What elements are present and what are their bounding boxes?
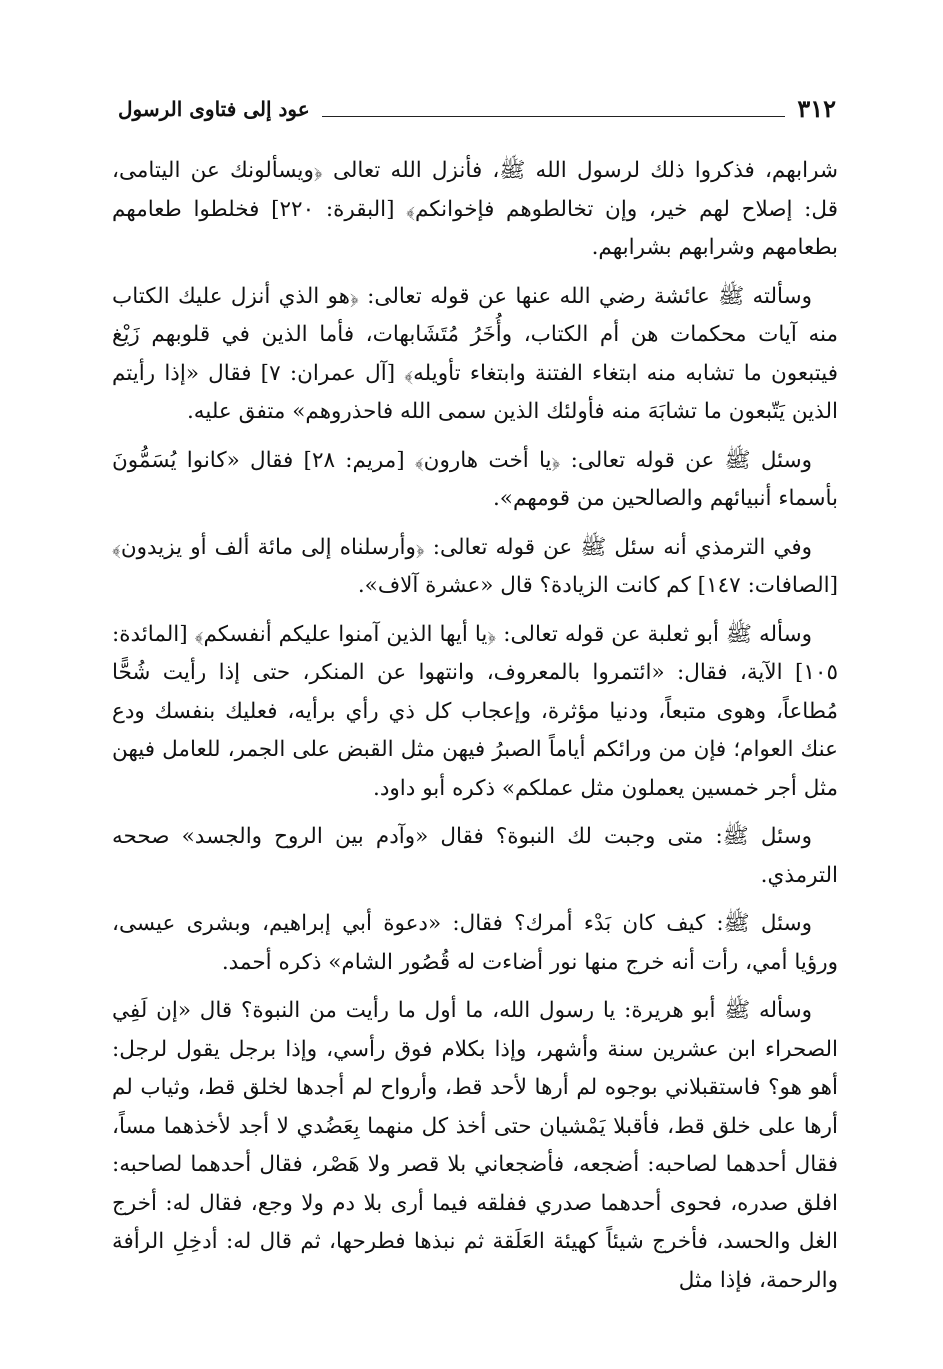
paragraph-aisha-question: وسألته ﷺ عائشة رضي الله عنها عن قوله تعالى: ﴿هو الذي أنزل عليك الكتاب منه آيات محكمات هن أم الكتاب، وأُخَرُ مُتَشَابهات، فأما الذين في قلوبهم زَيْغ فيتبعون ما تشابه منه ابتغاء الفتنة وابتغاء تأويله﴾ [آل عمران: ٧] فقال «إذا رأيتم الذين يَتّبعون ما تشابَهَ منه فأولئك الذين سمى الله فاحذروهم» متفق عليه. xyxy=(112,283,838,424)
running-title: عود إلى فتاوى الرسول xyxy=(118,97,310,121)
paragraph-beginning-of-matter: وسئل ﷺ: كيف كان بَدْء أمرك؟ فقال: «دعوة أبي إبراهيم، وبشرى عيسى، ورؤيا أمي، رأت أنه خرج منها نور أضاءت له قُصُور الشام» ذكره أحمد. xyxy=(112,911,838,975)
paragraph-hundred-thousand: وفي الترمذي أنه سئل ﷺ عن قوله تعالى: ﴿وأرسلناه إلى مائة ألف أو يزيدون﴾ [الصافات: ١٤٧] كم كانت الزيادة؟ قال «عشرة آلاف». xyxy=(112,534,838,598)
header-rule xyxy=(322,116,786,117)
paragraph-sister-of-harun: وسئل ﷺ عن قوله تعالى: ﴿يا أخت هارون﴾ [مريم: ٢٨] فقال «كانوا يُسَمُّونَ بأسماء أنبيائهم والصالحين من قومهم». xyxy=(112,447,838,511)
paragraph-prophethood-time: وسئل ﷺ: متى وجبت لك النبوة؟ فقال «وآدم بين الروح والجسد» صححه الترمذي. xyxy=(112,824,838,888)
paragraph-orphans-verse: شرابهم، فذكروا ذلك لرسول الله ﷺ، فأنزل الله تعالى ﴿ويسألونك عن اليتامى، قل: إصلاح لهم خير، وإن تخالطوهم فإخوانكم﴾ [البقرة: ٢٢٠] فخلطوا طعامهم بطعامهم وشرابهم بشرابهم. xyxy=(112,158,838,260)
page-body xyxy=(112,152,838,1310)
page-number: ٣١٢ xyxy=(797,94,836,123)
paragraph-abu-hurayra: وسأله ﷺ أبو هريرة: يا رسول الله، ما أول ما رأيت من النبوة؟ قال «إن لَفِي الصحراء ابن عشرين سنة وأشهر، وإذا بكلام فوق رأسي، وإذا برجل يقول لرجل: أهو هو؟ فاستقبلاني بوجوه لم أرها لأحد قط، وأرواح لم أجدها لخلق قط، وثياب لم أرها على خلق قط، فأقبلا يَمْشيان حتى أخذ كل منهما بِعَضُدي لا أجد لأخذهما مساً، فقال أحدهما لصاحبه: أضجعه، فأضجعاني بلا قصر ولا هَصْر، فقال أحدهما لصاحبه: افلق صدره، فحوى أحدهما صدري ففلقه فيما أرى بلا دم ولا وجع، فقال له: أخرج الغل والحسد، فأخرج شيئاً كهيئة العَلَقة ثم نبذها فطرحها، ثم قال له: أدخِلِ الرأفة والرحمة، فإذا مثل xyxy=(112,998,838,1293)
paragraph-abu-thalaba: وسأله ﷺ أبو ثعلبة عن قوله تعالى: ﴿يا أيها الذين آمنوا عليكم أنفسكم﴾ [المائدة: ١٠٥] الآية، فقال: «ائتمروا بالمعروف، وانتهوا عن المنكر، حتى إذا رأيت شُحًّا مُطاعاً، وهوى متبعاً، ودنيا مؤثرة، وإعجاب كل ذي رأي برأيه، فعليك بنفسك ودع عنك العوام؛ فإن من ورائكم أياماً الصبرُ فيهن مثل القبض على الجمر، للعامل فيهن مثل أجر خمسين يعملون مثل عملكم» ذكره أبو داود. xyxy=(112,621,838,801)
running-header xyxy=(118,88,836,124)
